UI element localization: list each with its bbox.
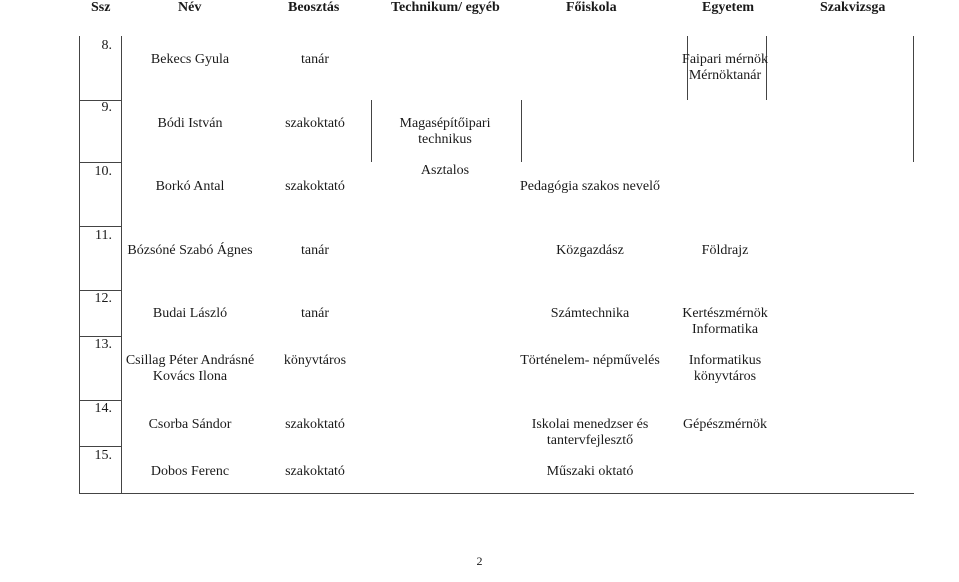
grid-line (371, 100, 372, 162)
row-number: 15. (94, 448, 112, 463)
grid-line (521, 100, 522, 162)
header-foiskola: Főiskola (566, 0, 617, 15)
technikum-cell: Magasépítőipari technikus (399, 116, 491, 147)
grid-line (79, 493, 914, 494)
row-number: 8. (101, 38, 112, 53)
technikum-cell: Asztalos (420, 163, 470, 178)
name-cell: Dobos Ferenc (150, 464, 230, 479)
row-number: 10. (94, 164, 112, 179)
role-cell: szakoktató (285, 116, 345, 131)
foiskola-cell: Pedagógia szakos nevelő (520, 179, 660, 194)
row-number: 14. (94, 401, 112, 416)
name-cell: Bekecs Gyula (150, 52, 230, 67)
egyetem-cell: Gépészmérnök (683, 417, 767, 432)
name-cell: Borkó Antal (155, 179, 225, 194)
header-nev: Név (178, 0, 202, 15)
table-header (0, 0, 959, 16)
foiskola-cell: Számtechnika (550, 306, 630, 321)
grid-line (121, 36, 122, 493)
role-cell: tanár (301, 243, 329, 258)
name-cell: Csillag Péter Andrásné Kovács Ilona (125, 353, 255, 384)
egyetem-cell: Kertészmérnök Informatika (682, 306, 768, 337)
role-cell: tanár (301, 52, 329, 67)
page-number: 2 (476, 554, 483, 568)
role-cell: szakoktató (285, 464, 345, 479)
grid-line (913, 36, 914, 162)
foiskola-cell: Műszaki oktató (546, 464, 634, 479)
foiskola-cell: Közgazdász (556, 243, 624, 258)
egyetem-cell: Informatikus könyvtáros (688, 353, 762, 384)
name-cell: Bódi István (157, 116, 223, 131)
header-beosztas: Beosztás (288, 0, 340, 15)
foiskola-cell: Történelem- népművelés (520, 353, 660, 368)
foiskola-cell: Iskolai menedzser és tantervfejlesztő (531, 417, 649, 448)
row-number: 13. (94, 337, 112, 352)
role-cell: szakoktató (285, 179, 345, 194)
name-cell: Csorba Sándor (148, 417, 232, 432)
row-number: 11. (95, 228, 112, 243)
role-cell: szakoktató (285, 417, 345, 432)
row-number: 9. (101, 100, 112, 115)
name-cell: Bózsóné Szabó Ágnes (127, 243, 253, 258)
header-ssz: Ssz (91, 0, 111, 15)
header-egyetem: Egyetem (702, 0, 755, 15)
grid-line (79, 446, 121, 447)
role-cell: tanár (301, 306, 329, 321)
grid-line (79, 36, 80, 493)
header-technikum: Technikum/ egyéb (391, 0, 500, 15)
grid-line (79, 226, 121, 227)
egyetem-cell: Földrajz (701, 243, 749, 258)
egyetem-cell: Faipari mérnök Mérnöktanár (682, 52, 768, 83)
row-number: 12. (94, 291, 112, 306)
header-szakvizsga: Szakvizsga (820, 0, 886, 15)
grid-line (79, 162, 121, 163)
name-cell: Budai László (152, 306, 228, 321)
role-cell: könyvtáros (283, 353, 347, 368)
